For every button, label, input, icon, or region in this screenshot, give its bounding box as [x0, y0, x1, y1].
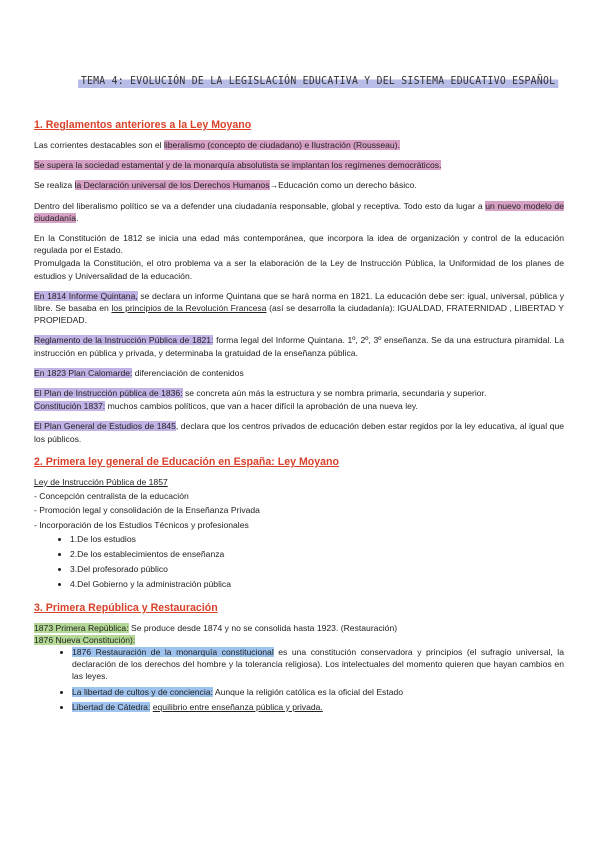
highlight-derechos-humanos: la Declaración universal de los Derechos Humanos	[74, 180, 270, 191]
text-run: , declara que los centros privados de educación deben estar regidos por la ley educativa, al igual que los públicos.	[34, 421, 565, 444]
paragraph-constitucion-1812: En la Constitución de 1812 se inicia una edad más contemporánea, que incorpora la idea de organización y control de la educación regulada por el Estado.	[34, 233, 564, 256]
page-title: TEMA 4: EVOLUCIÓN DE LA LEGISLACIÓN EDUCATIVA Y DEL SISTEMA EDUCATIVO ESPAÑOL	[78, 74, 558, 89]
title-block	[78, 74, 556, 89]
highlight-restauracion: 1876 Restauración de la monarquía constitucional	[72, 646, 274, 657]
list-item: • 1.De los estudios	[70, 533, 564, 545]
text-run: es una constitución conservadora y principios (el sufragio universal, la declaración de los derechos del hombre y la tolerancia religiosa). Los intelectuales del momento quieren que hayan cambios en las leyes.	[72, 646, 564, 682]
text-run: Las corrientes destacables son el	[34, 140, 164, 151]
paragraph-plan-1836	[34, 387, 564, 399]
list-item	[72, 701, 564, 713]
highlight-libertad-cultos: La libertad de cultos y de conciencia:	[72, 686, 213, 697]
list-item: - Promoción legal y consolidación de la Enseñanza Privada	[34, 505, 260, 516]
highlight-plan-1845: El Plan General de Estudios de 1845	[34, 421, 176, 432]
section-3-heading: 3. Primera República y Restauración	[34, 601, 218, 614]
list-item	[72, 686, 564, 698]
paragraph-declaracion	[34, 179, 564, 191]
paragraph-promulgada: Promulgada la Constitución, el otro problema va a ser la elaboración de la Ley de Instrucción Pública, la Uniformidad de los planes de estudios y Universalidad de la educación.	[34, 258, 564, 281]
highlight-sociedad-estamental: Se supera la sociedad estamental y de la monarquía absolutista se implantan los regímenes democráticos.	[34, 160, 442, 171]
highlight-primera-republica: 1873 Primera República:	[34, 622, 129, 633]
line-primera-republica	[34, 622, 564, 634]
section-1-heading: 1. Reglamentos anteriores a la Ley Moyano	[34, 119, 252, 131]
section-2-heading: 2. Primera ley general de Educación en España: Ley Moyano	[34, 455, 339, 468]
document-body	[34, 118, 564, 716]
line-nueva-constitucion	[34, 634, 564, 646]
highlight-libertad-catedra: Libertad de Cátedra:	[72, 701, 151, 712]
highlight-modelo-ciudadania: un nuevo modelo de ciudadanía	[34, 200, 564, 223]
highlight-nueva-constitucion: 1876 Nueva Constitución):	[34, 634, 136, 645]
paragraph-informe-quintana	[34, 290, 564, 327]
text-run: forma legal del Informe Quintana. 1º, 2º, 3º enseñanza. Se da una estructura piramidal. La instrucción en pública y privada, y determinaba la gratuidad de la enseñanza pública.	[34, 335, 564, 358]
text-run: se declara un informe Quintana que se hará norma en 1821. La educación debe ser: igual, universal, pública y libre. Se basaba en	[34, 290, 564, 314]
paragraph-calomarde	[34, 367, 564, 379]
text-run: Dentro del liberalismo político se va a defender una ciudadanía responsable, global y receptiva. Todo esto da lugar a	[34, 200, 486, 211]
highlight-plan-calomarde: En 1823 Plan Calomarde:	[34, 367, 133, 378]
underline-equilibrio: equilibrio entre enseñanza pública y privada.	[152, 701, 323, 712]
highlight-reglamento-1821: Reglamento de la Instrucción Pública de 1821:	[34, 335, 214, 346]
text-run: Se produce desde 1874 y no se consolida hasta 1923. (Restauración)	[128, 622, 398, 633]
list-item: • 3.Del profesorado público	[70, 563, 564, 575]
text-run: →Educación como un derecho básico.	[269, 180, 417, 191]
text-run: .	[76, 212, 79, 223]
underline-revolucion-francesa: los principios de la Revolución Francesa	[111, 303, 267, 314]
list-item	[72, 646, 564, 683]
text-run: diferenciación de contenidos	[132, 367, 244, 378]
paragraph-reglamento-1821	[34, 334, 564, 358]
text-run: (así se desarrolla la ciudadanía): IGUALDAD, FRATERNIDAD , LIBERTAD Y PROPIEDAD.	[34, 303, 565, 326]
list-item: - Incorporación de los Estudios Técnicos y profesionales	[34, 519, 249, 530]
list-item: • 4.Del Gobierno y la administración pública	[70, 578, 564, 590]
highlight-informe-quintana: En 1814 Informe Quintana,	[34, 290, 138, 301]
highlight-constitucion-1837: Constitución 1837:	[34, 401, 106, 412]
text-run: Aunque la religión católica es la oficial del Estado	[212, 686, 404, 697]
bullet-list	[34, 533, 564, 591]
law-title: Ley de Instrucción Pública de 1857	[34, 476, 168, 487]
text-run: se concreta aún más la estructura y se nombra primaria, secundaria y superior.	[182, 388, 487, 399]
text-run: Se realiza	[34, 180, 75, 191]
dash-list	[34, 490, 564, 531]
list-item: - Concepción centralista de la educación	[34, 491, 189, 502]
list-item: • 2.De los establecimientos de enseñanza	[70, 548, 564, 560]
paragraph-plan-1845	[34, 420, 564, 444]
restauracion-list	[34, 646, 564, 713]
highlight-plan-1836: El Plan de Instrucción pública de 1836:	[34, 388, 183, 399]
paragraph-liberalismo-politico	[34, 200, 564, 224]
paragraph-corrientes	[34, 139, 564, 151]
paragraph-sociedad	[34, 159, 564, 171]
highlight-liberalismo: liberalismo (concepto de ciudadano) e Ilustración (Rousseau).	[163, 140, 400, 151]
paragraph-constitucion-1837	[34, 400, 564, 412]
text-run: muchos cambios políticos, que van a hacer difícil la aprobación de una nueva ley.	[105, 401, 418, 412]
